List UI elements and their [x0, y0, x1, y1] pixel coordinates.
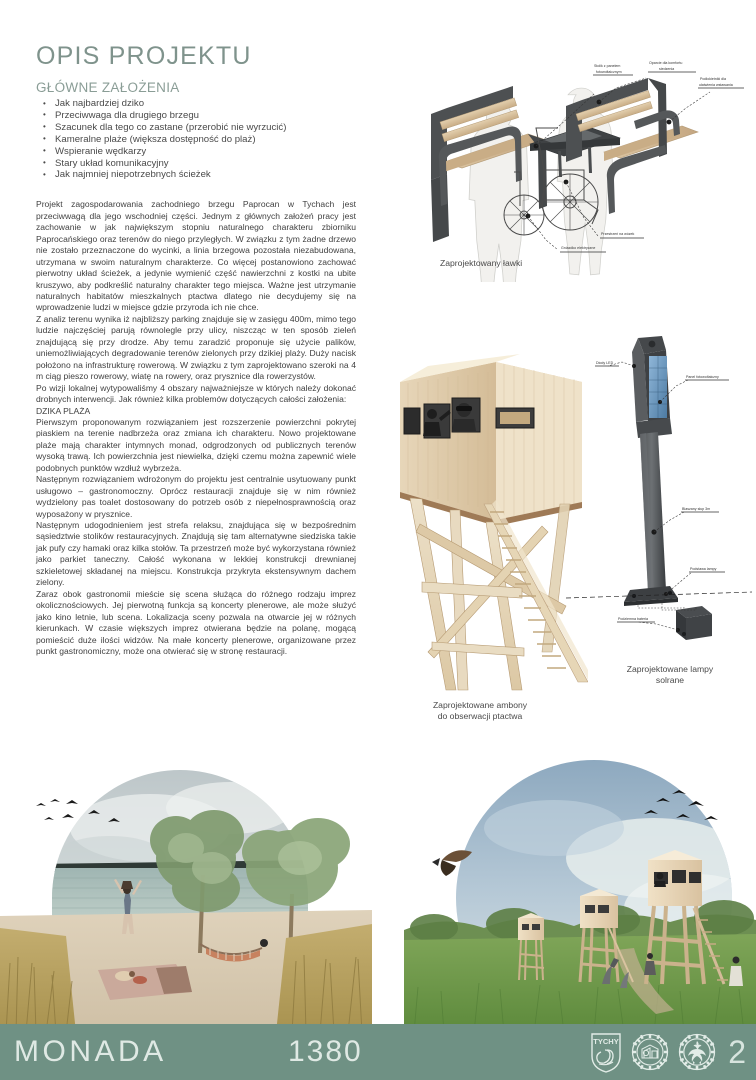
svg-text:Oparcie dla komfortu: Oparcie dla komfortu: [649, 61, 683, 65]
section-heading: GŁÓWNE ZAŁOŻENIA: [36, 80, 180, 95]
svg-text:Blaszany słup 3m: Blaszany słup 3m: [682, 507, 711, 511]
render-beach-visualization: [0, 748, 372, 1033]
underground-battery: [638, 600, 712, 640]
bench-caption: Zaprojektowany ławki: [440, 258, 523, 268]
lamp-pole: [640, 432, 666, 592]
paragraph-7: Zaraz obok gastronomii mieście się scena służąca do różnego rodzaju imprez okolicznościowych. Jej pierwotną funkcja są koncerty plenerowe, ale może służyć jako kino letnie, lub scena. Lokalizacja sceny pozwala na otwarcie jej w różnych kierunkach. W czasie większych imprez otwierana będzie na polanę, mogącą pomieścić duże ilości widzów. Na małe koncerty plenerowe, organizowane przez punkt gastronomiczny, może ona otwierać się w stronę restauracji.: [36, 588, 356, 657]
description-column: [36, 44, 356, 657]
tower-caption: [380, 700, 580, 722]
dune-grass-left: [0, 928, 76, 1033]
paragraph-4: Pierwszym proponowanym rozwiązaniem jest rozszerzenie powierzchni pokrytej piaskiem na terenie nadbrzeża oraz zmiana ich charakteru. Nowo projektowane plaże mają charakter intymnych monad, odgrodzonych od publicznych terenów wysoką trawą. Ich powierzchnia jest niewielka, dzięki czemu można zapewnić wiele podobnych punktów wzdłuż wybrzeża.: [36, 416, 356, 473]
footer-logos: [589, 1030, 746, 1074]
subheading-dzika-plaza: DZIKA PLAŻA: [36, 405, 91, 416]
svg-text:Gniazdko elektryczne: Gniazdko elektryczne: [561, 246, 596, 250]
list-item: • Jak najmniej niepotrzebnych ścieżek: [36, 169, 356, 181]
lamp-head: [632, 336, 672, 438]
lamp-caption-line-1: Zaprojektowane lampy: [626, 664, 714, 674]
svg-text:Podziemna bateria: Podziemna bateria: [618, 617, 648, 621]
list-item: • Szacunek dla tego co zastane (przerobić nie wyrzucić): [36, 122, 356, 134]
observation-tower-drawing: [392, 352, 588, 696]
list-item: • Wspieranie wędkarzy: [36, 146, 356, 158]
svg-text:fotowoltaicznym: fotowoltaicznym: [596, 70, 622, 74]
tower-caption-line-2: do obserwacji ptactwa: [437, 711, 523, 721]
footer-code: 1380: [288, 1035, 363, 1068]
list-item: • Jak najbardziej dziko: [36, 98, 356, 110]
paragraph-6: Następnym udogodnieniem jest strefa relaksu, znajdująca się w bezpośrednim sąsiedztwie stolików restauracyjnych. Znajdują się tam alternatywne siedziska takie jak pufy czy hamaki oraz kilka stołów. Ta przestrzeń może być wykorzystana również jako parkiet taneczny. Całość wykonana w lekkiej konstrukcji drewnianej szkieletowej składanej na miejscu. Konstrukcja przykryta ekstensywnym dachem zielony.: [36, 520, 356, 588]
tower-cabin: [400, 354, 582, 526]
page-title: OPIS PROJEKTU: [36, 42, 252, 70]
svg-text:siedzenia: siedzenia: [659, 67, 675, 71]
paragraph-5: Następnym rozwiązaniem wdrożonym do projektu jest centralnie usytuowany punkt usługowo – gastronomoczny. Oprócz restauracji znajduje się w nim również wydzielony pas toalet dostosowany do potrzeb osób z niepełnosprawnością oraz wyposażony w prysznice.: [36, 474, 356, 519]
svg-text:Podłokietniki dla: Podłokietniki dla: [700, 77, 726, 81]
paragraph-1: Projekt zagospodarowania zachodniego brzegu Paprocan w Tychach jest przeciwwagą dla jego wschodniej części. Jednym z głównych założeń pracy jest zachowanie w jak największym stopniu naturalnego charakteru zbiorniku Paprocańskiego oraz terenów do niego przyległych. W związku z tym żadne drzewo nie zostało przeznaczone do wycinki, a linia brzegowa pozostała niezabudowana, utrzymana w swoim naturalnym charakterze. Co więcej postanowiono zachować pierwotny układ ścieżek, a jedynie wymienić część nawierzchni z kostki na ubite kruszywo, aby podkreślić naturalny charakter tego miejsca. Ważne jest utrzymanie naturalnych habitatów mieszkalnych ptactwa dlatego nie decydujemy się na wprowadzenie ludzi w miejsce gdzie przyroda ich nie chce.: [36, 199, 356, 313]
tychy-crest-label: TYCHY: [593, 1037, 619, 1046]
svg-text:Przestrzeń na wózek: Przestrzeń na wózek: [601, 232, 635, 236]
svg-text:Stolik z panelem: Stolik z panelem: [594, 64, 621, 68]
page-number: 2: [728, 1034, 746, 1070]
paragraph-2: Z analiz terenu wynika iż najbliższy parking znajduje się w zasięgu 400m, mimo tego ludzie najczęściej parują równolegle przy ulicy, niszcząc w ten sposób zieleń znajdującą się przy drodze. Aby temu zaradzić proponuje się użycie palików, uniemożliwiających degradowanie terenów zielonych przy dzikiej plaży. Duży nacisk położono na infrastrukturę rowerową. W związku z tym zaprojektowano szeroki na 4 m ciąg pieszo rowerowy, wiatę na rowery, oraz prysznice dla rowerzystów.: [36, 313, 356, 382]
svg-text:Podstawa lampy: Podstawa lampy: [690, 567, 717, 571]
architects-gear-emblem-icon: [630, 1032, 670, 1072]
dune-grass-right: [276, 924, 372, 1033]
paragraph-3: Po wizji lokalnej wytypowaliśmy 4 obszary najważniejsze w których należy dokonać drobnych interwencji. Jak również kilka problemów dotyczących całości założenia:: [36, 382, 356, 405]
render-towers-visualization: [404, 748, 756, 1033]
bench-diagram: [418, 52, 748, 282]
lamp-caption: [592, 664, 748, 686]
list-item: • Kameralne plaże (większa dostępność do plaż): [36, 134, 356, 146]
solar-lamp-drawing: [566, 334, 752, 662]
svg-text:Diody LED: Diody LED: [596, 361, 614, 365]
tychy-crest-icon: [589, 1030, 623, 1074]
lamp-caption-line-2: solrane: [655, 675, 685, 685]
svg-text:ułatwienia wstawania: ułatwienia wstawania: [699, 83, 733, 87]
eagle-gear-emblem-icon: [677, 1032, 717, 1072]
tower-caption-line-1: Zaprojektowane ambony: [432, 700, 528, 710]
list-item: • Przeciwwaga dla drugiego brzegu: [36, 110, 356, 122]
footer-brand: MONADA: [14, 1035, 167, 1068]
list-item: • Stary układ komunikacyjny: [36, 158, 356, 170]
footer-bar: [0, 1024, 756, 1080]
assumptions-list: [36, 98, 356, 181]
svg-text:Panel fotowoltaiczny: Panel fotowoltaiczny: [686, 375, 719, 379]
